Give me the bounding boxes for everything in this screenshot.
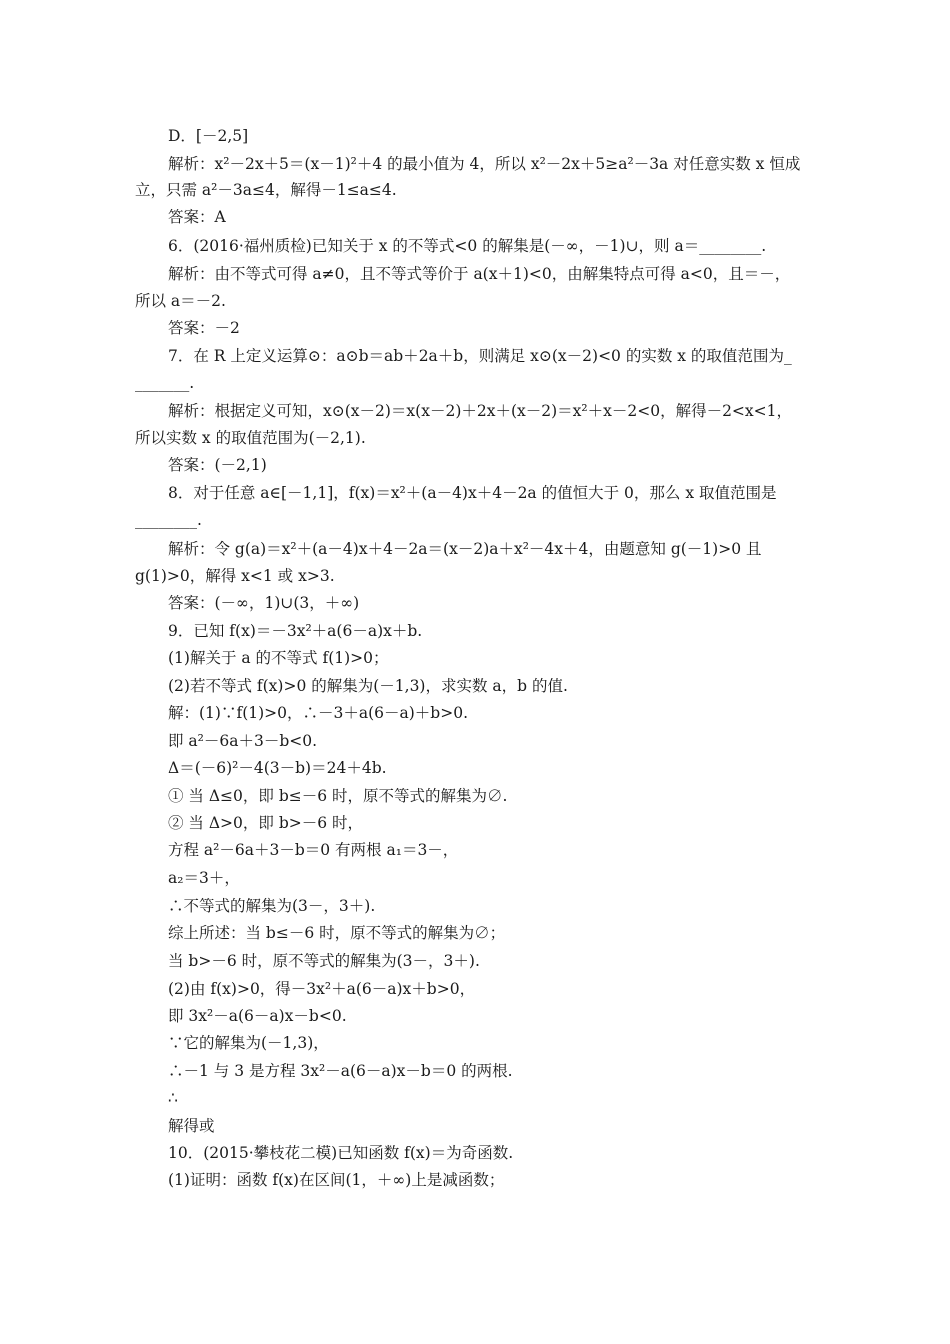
text-line-q5-analysis-2: 立，只需 a²－3a≤4，解得－1≤a≤4.: [135, 181, 397, 199]
text-line-q10-question: 10．(2015·攀枝花二模)已知函数 f(x)＝为奇函数.: [168, 1144, 514, 1162]
text-line-q9-sol-7: a₂＝3＋，: [168, 869, 240, 887]
text-line-q8-question-2: ________.: [135, 511, 202, 529]
text-line-q9-sol-13: ∵它的解集为(－1,3)，: [168, 1034, 329, 1052]
text-line-q10-part-1: (1)证明：函数 f(x)在区间(1，＋∞)上是减函数；: [168, 1171, 505, 1189]
text-line-q9-sol-8: ∴不等式的解集为(3－，3＋).: [168, 897, 376, 915]
text-line-q6-answer: 答案：－2: [168, 319, 240, 337]
text-line-q9-sol-2: 即 a²－6a＋3－b<0.: [168, 732, 318, 750]
text-line-q9-sol-12: 即 3x²－a(6－a)x－b<0.: [168, 1007, 347, 1025]
text-line-q9-sol-6: 方程 a²－6a＋3－b＝0 有两根 a₁＝3－，: [168, 841, 459, 859]
text-line-q7-analysis-2: 所以实数 x 的取值范围为(－2,1).: [135, 429, 366, 447]
text-line-q8-answer: 答案：(－∞，1)∪(3，＋∞): [168, 594, 360, 612]
text-line-q9-sol-16: 解得或: [168, 1117, 215, 1135]
text-line-q7-answer: 答案：(－2,1): [168, 456, 267, 474]
text-line-q9-question: 9．已知 f(x)＝－3x²＋a(6－a)x＋b.: [168, 622, 423, 640]
text-line-q9-sol-9: 综上所述：当 b≤－6 时，原不等式的解集为∅；: [168, 924, 506, 942]
text-line-q9-sol-5: ② 当 Δ>0，即 b>－6 时，: [168, 814, 364, 832]
text-line-q6-analysis-2: 所以 a＝－2.: [135, 292, 226, 310]
text-line-q9-sol-4: ① 当 Δ≤0，即 b≤－6 时，原不等式的解集为∅.: [168, 787, 508, 805]
text-line-q6-question: 6．(2016·福州质检)已知关于 x 的不等式<0 的解集是(－∞，－1)∪，则 a＝________.: [168, 237, 767, 255]
text-line-q7-analysis-1: 解析：根据定义可知，x⊙(x－2)＝x(x－2)＋2x＋(x－2)＝x²＋x－2<0，解得－2<x<1，: [168, 402, 793, 420]
text-line-q9-sol-11: (2)由 f(x)>0，得－3x²＋a(6－a)x＋b>0，: [168, 980, 476, 998]
text-line-q9-part-1: (1)解关于 a 的不等式 f(1)>0；: [168, 649, 389, 667]
text-line-q8-analysis-2: g(1)>0，解得 x<1 或 x>3.: [135, 567, 335, 585]
text-line-q8-question-1: 8．对于任意 a∈[－1,1]，f(x)＝x²＋(a－4)x＋4－2a 的值恒大于 0，那么 x 取值范围是: [168, 484, 777, 502]
text-line-q5-option-d: D．[－2,5]: [168, 127, 249, 145]
text-line-q9-sol-1: 解：(1)∵f(1)>0，∴－3＋a(6－a)＋b>0.: [168, 704, 468, 722]
text-line-q5-answer: 答案：A: [168, 208, 226, 226]
text-line-q7-question-1: 7．在 R 上定义运算⊙：a⊙b＝ab＋2a＋b，则满足 x⊙(x－2)<0 的实数 x 的取值范围为_: [168, 347, 792, 365]
text-line-q9-part-2: (2)若不等式 f(x)>0 的解集为(－1,3)，求实数 a，b 的值.: [168, 677, 568, 695]
text-line-q9-sol-14: ∴－1 与 3 是方程 3x²－a(6－a)x－b＝0 的两根.: [168, 1062, 513, 1080]
text-line-q6-analysis-1: 解析：由不等式可得 a≠0，且不等式等价于 a(x＋1)<0，由解集特点可得 a<0，且＝－，: [168, 265, 791, 283]
text-line-q5-analysis-1: 解析：x²－2x＋5＝(x－1)²＋4 的最小值为 4，所以 x²－2x＋5≥a²－3a 对任意实数 x 恒成: [168, 155, 801, 173]
text-line-q8-analysis-1: 解析：令 g(a)＝x²＋(a－4)x＋4－2a＝(x－2)a＋x²－4x＋4，由题意知 g(－1)>0 且: [168, 540, 762, 558]
text-line-q9-sol-15: ∴: [168, 1089, 178, 1107]
text-line-q9-sol-10: 当 b>－6 时，原不等式的解集为(3－，3＋).: [168, 952, 480, 970]
text-line-q7-question-2: _______.: [135, 374, 195, 392]
text-line-q9-sol-3: Δ＝(－6)²－4(3－b)＝24＋4b.: [168, 759, 387, 777]
